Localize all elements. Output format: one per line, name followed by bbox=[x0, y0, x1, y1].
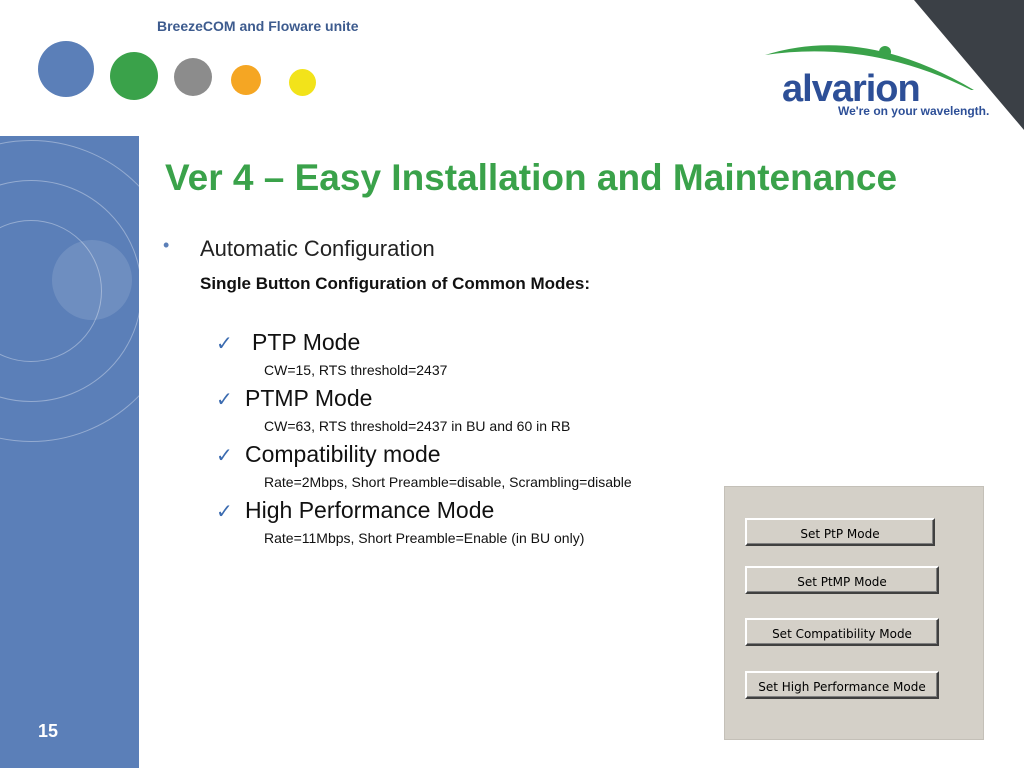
set-high-performance-mode-button[interactable]: Set High Performance Mode bbox=[745, 671, 939, 699]
mode-label-compatibility: Compatibility mode bbox=[245, 441, 441, 467]
bullet-subheading: Single Button Configuration of Common Modes: bbox=[200, 274, 591, 293]
mode-detail-ptp: CW=15, RTS threshold=2437 bbox=[264, 362, 448, 378]
logo-tagline: We're on your wavelength. bbox=[838, 104, 990, 118]
decor-dot-blue bbox=[38, 41, 94, 97]
mode-label-ptp: PTP Mode bbox=[252, 329, 361, 355]
check-icon: ✓ bbox=[216, 501, 233, 523]
check-icon: ✓ bbox=[216, 333, 233, 355]
check-icon: ✓ bbox=[216, 389, 233, 411]
mode-detail-high-performance: Rate=11Mbps, Short Preamble=Enable (in BU only) bbox=[264, 530, 585, 546]
bullet-label: Automatic Configuration bbox=[200, 236, 435, 261]
decor-dot-green bbox=[110, 52, 158, 100]
slide-number: 15 bbox=[38, 721, 59, 741]
mode-detail-ptmp: CW=63, RTS threshold=2437 in BU and 60 in RB bbox=[264, 418, 571, 434]
decor-dot-yellow bbox=[289, 69, 316, 96]
mode-label-high-performance: High Performance Mode bbox=[245, 497, 495, 523]
alvarion-logo bbox=[760, 30, 1000, 125]
page-title: Ver 4 – Easy Installation and Maintenance bbox=[165, 157, 898, 198]
set-ptp-mode-button[interactable]: Set PtP Mode bbox=[745, 518, 935, 546]
decor-dot-gray bbox=[174, 58, 212, 96]
set-compatibility-mode-button[interactable]: Set Compatibility Mode bbox=[745, 618, 939, 646]
decor-disc bbox=[52, 240, 132, 320]
bullet-marker: • bbox=[163, 235, 170, 255]
check-icon: ✓ bbox=[216, 445, 233, 467]
mode-label-ptmp: PTMP Mode bbox=[245, 385, 373, 411]
logo-wordmark: alvarion bbox=[782, 68, 920, 110]
set-ptmp-mode-button[interactable]: Set PtMP Mode bbox=[745, 566, 939, 594]
header-tagline: BreezeCOM and Floware unite bbox=[157, 18, 359, 34]
mode-button-panel bbox=[724, 486, 984, 740]
decor-dot-orange bbox=[231, 65, 261, 95]
mode-detail-compatibility: Rate=2Mbps, Short Preamble=disable, Scrambling=disable bbox=[264, 474, 632, 490]
sidebar bbox=[0, 0, 139, 768]
